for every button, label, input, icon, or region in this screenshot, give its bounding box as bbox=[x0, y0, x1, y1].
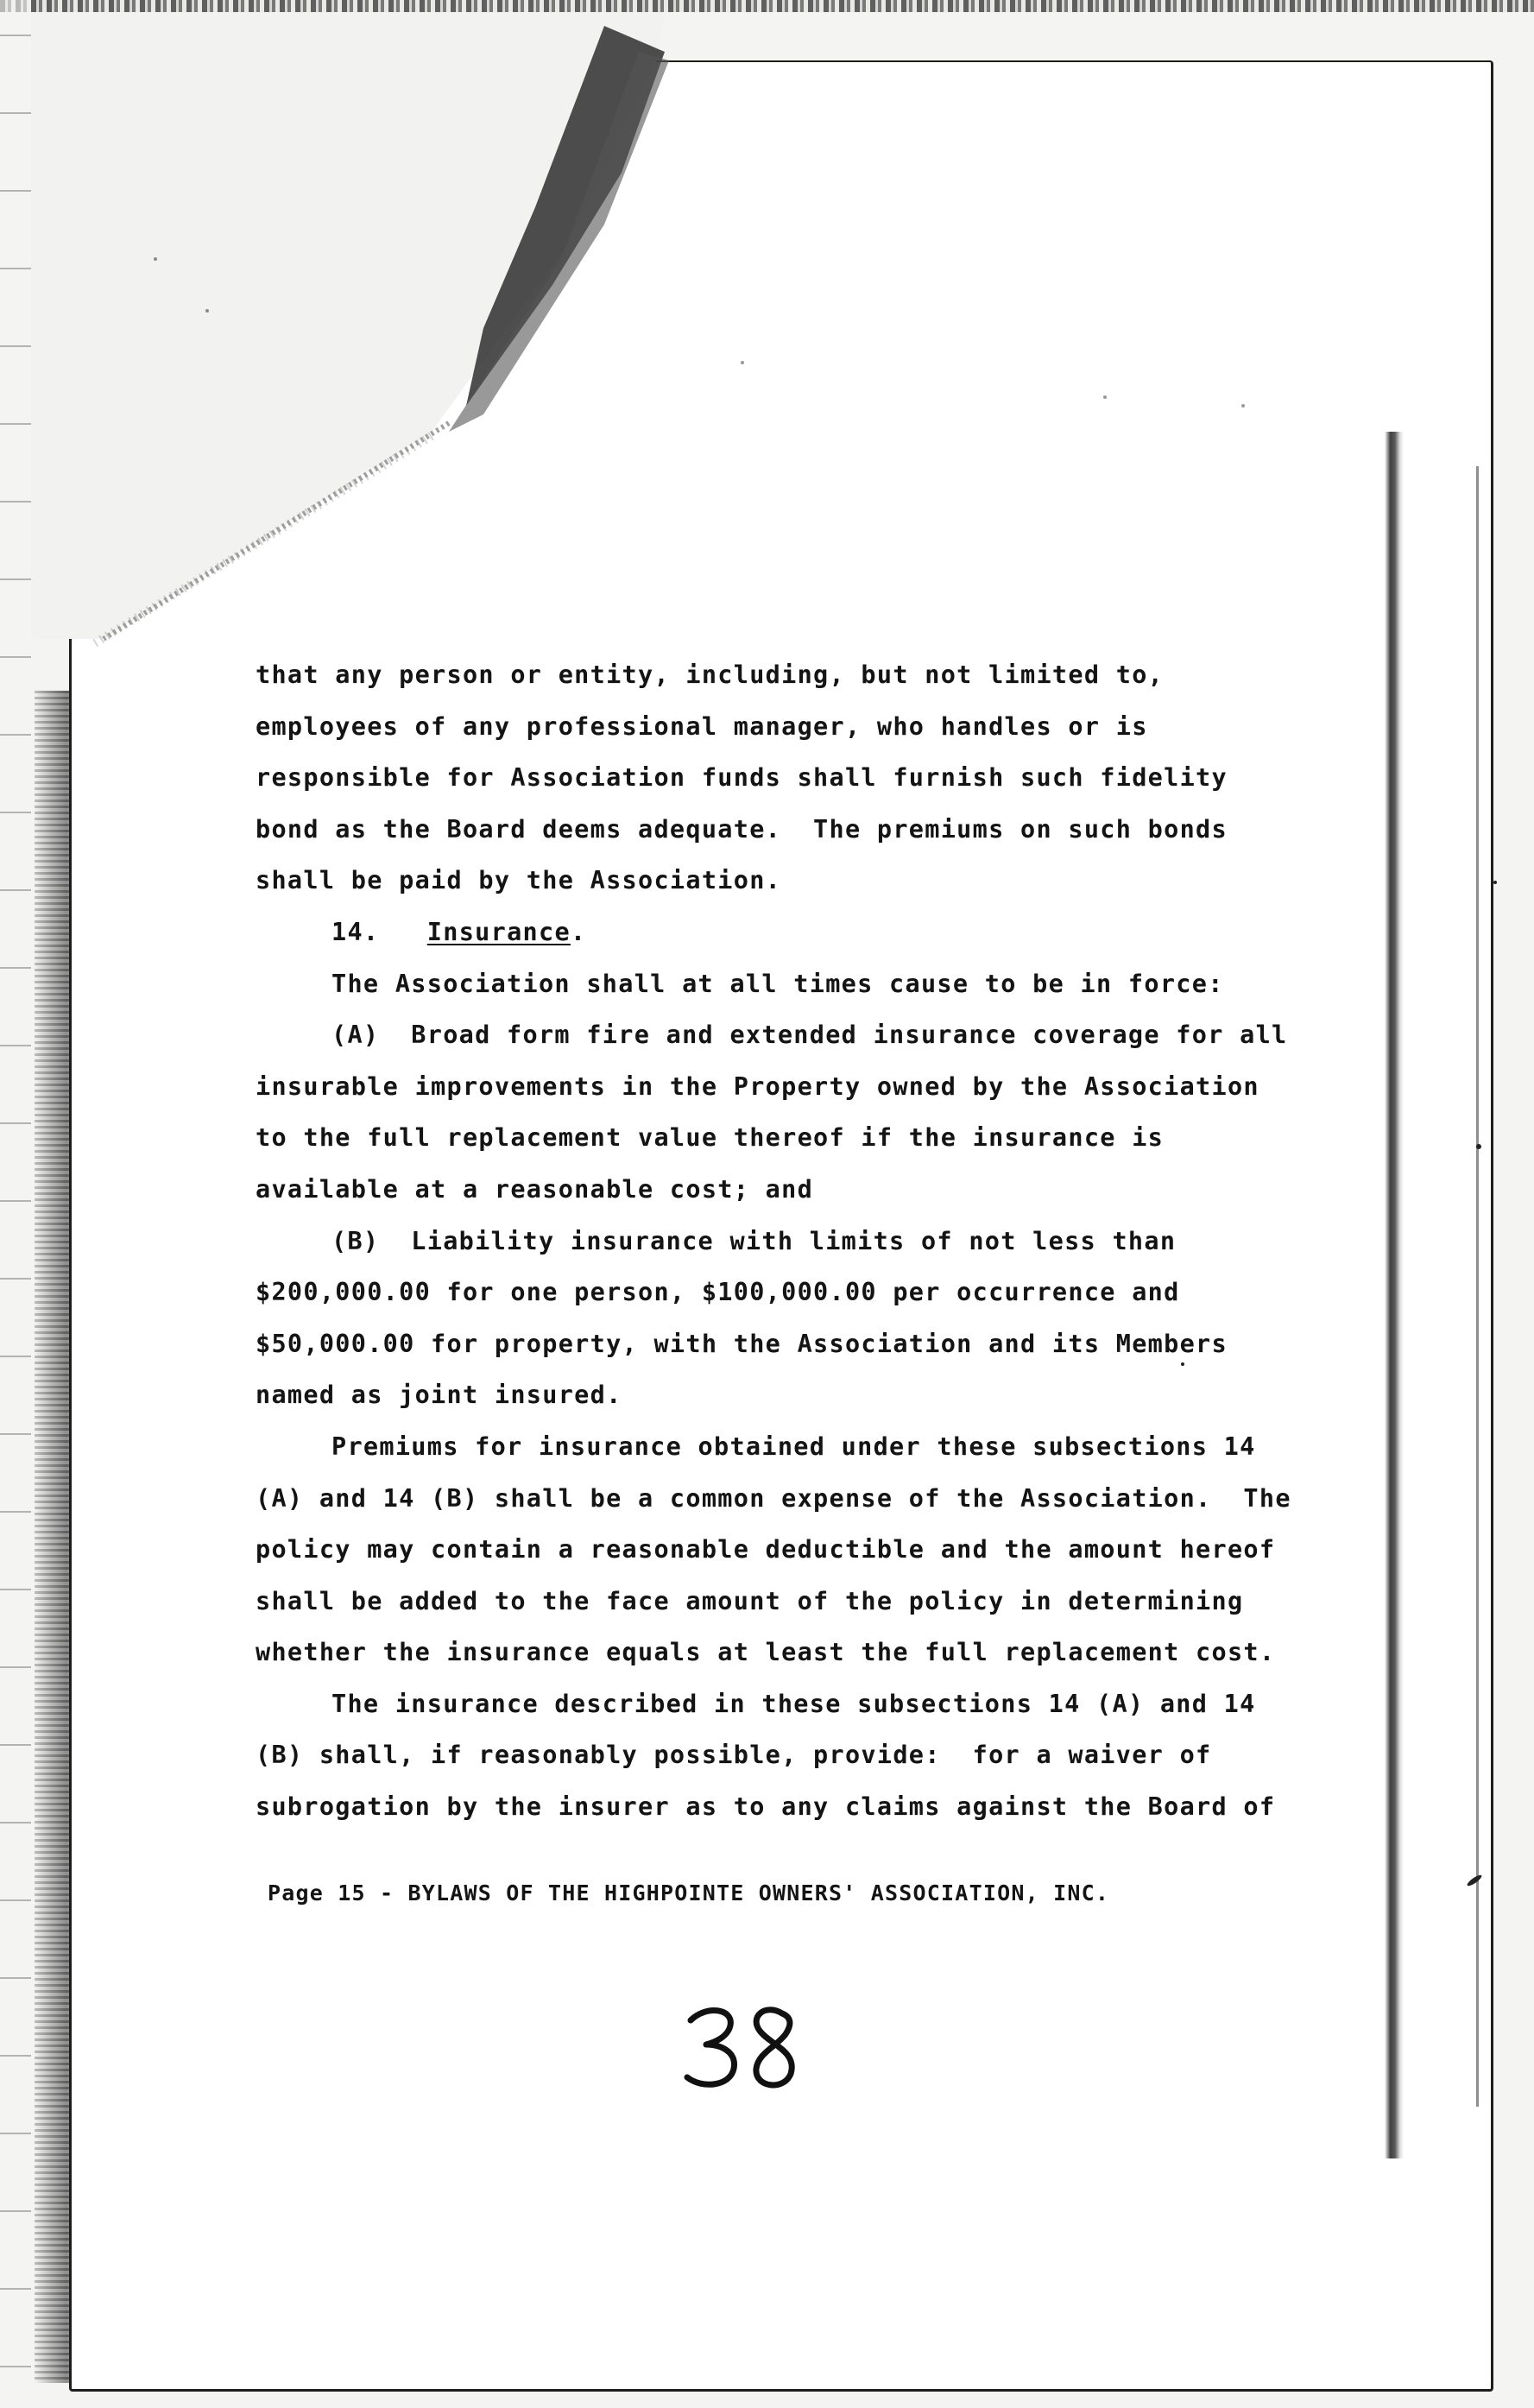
text-line: that any person or entity, including, but not limited to, bbox=[256, 660, 1165, 689]
text-line: shall be paid by the Association. bbox=[256, 866, 782, 895]
section-heading bbox=[256, 907, 1257, 958]
section-title: Insurance bbox=[426, 917, 571, 946]
item-a-line: available at a reasonable cost; and bbox=[256, 1174, 814, 1204]
text-line: responsible for Association funds shall furnish such fidelity bbox=[256, 763, 1228, 793]
item-b-line: named as joint insured. bbox=[256, 1381, 622, 1410]
item-a-line: insurable improvements in the Property owned by the Association bbox=[256, 1071, 1259, 1101]
text-line: bond as the Board deems adequate. The premiums on such bonds bbox=[256, 814, 1228, 844]
insurance-line: (B) shall, if reasonably possible, provide: for a waiver of bbox=[256, 1741, 1212, 1770]
insurance-line: The insurance described in these subsections 14 (A) and 14 bbox=[331, 1689, 1256, 1718]
folded-page-corner bbox=[0, 0, 1534, 691]
section-title-period: . bbox=[570, 917, 587, 946]
page-right-rule bbox=[1476, 466, 1479, 2107]
item-a-line: to the full replacement value thereof if the insurance is bbox=[256, 1123, 1165, 1153]
premiums-line: whether the insurance equals at least the full replacement cost. bbox=[256, 1638, 1276, 1667]
text-line: employees of any professional manager, who handles or is bbox=[256, 711, 1148, 741]
premiums-line: (A) and 14 (B) shall be a common expense of the Association. The bbox=[256, 1483, 1291, 1513]
section-number: 14. bbox=[331, 917, 380, 946]
insurance-line: subrogation by the insurer as to any claims against the Board of bbox=[256, 1792, 1276, 1822]
intro-line: The Association shall at all times cause to be in force: bbox=[331, 969, 1224, 998]
item-b-line: (B) Liability insurance with limits of not less than bbox=[331, 1226, 1177, 1255]
item-b-line: $200,000.00 for one person, $100,000.00 per occurrence and bbox=[256, 1278, 1180, 1307]
scan-speck bbox=[1493, 881, 1497, 884]
handwritten-page-number bbox=[680, 2001, 810, 2096]
fold-shadow-graphic bbox=[0, 0, 1534, 691]
item-a-line: (A) Broad form fire and extended insurance coverage for all bbox=[331, 1021, 1288, 1050]
scan-speck bbox=[1181, 1362, 1184, 1366]
premiums-line: shall be added to the face amount of the policy in determining bbox=[256, 1586, 1244, 1615]
page-footer: Page 15 - BYLAWS OF THE HIGHPOINTE OWNERS' ASSOCIATION, INC. bbox=[268, 1880, 1110, 1906]
page-right-shadow bbox=[1385, 432, 1404, 2158]
handwritten-38-graphic bbox=[680, 2001, 810, 2096]
bylaws-text bbox=[256, 649, 1291, 1833]
item-b-line: $50,000.00 for property, with the Association and its Members bbox=[256, 1329, 1228, 1358]
premiums-line: Premiums for insurance obtained under these subsections 14 bbox=[331, 1432, 1256, 1461]
premiums-line: policy may contain a reasonable deductible and the amount hereof bbox=[256, 1535, 1276, 1564]
scan-speck bbox=[1476, 1144, 1481, 1149]
